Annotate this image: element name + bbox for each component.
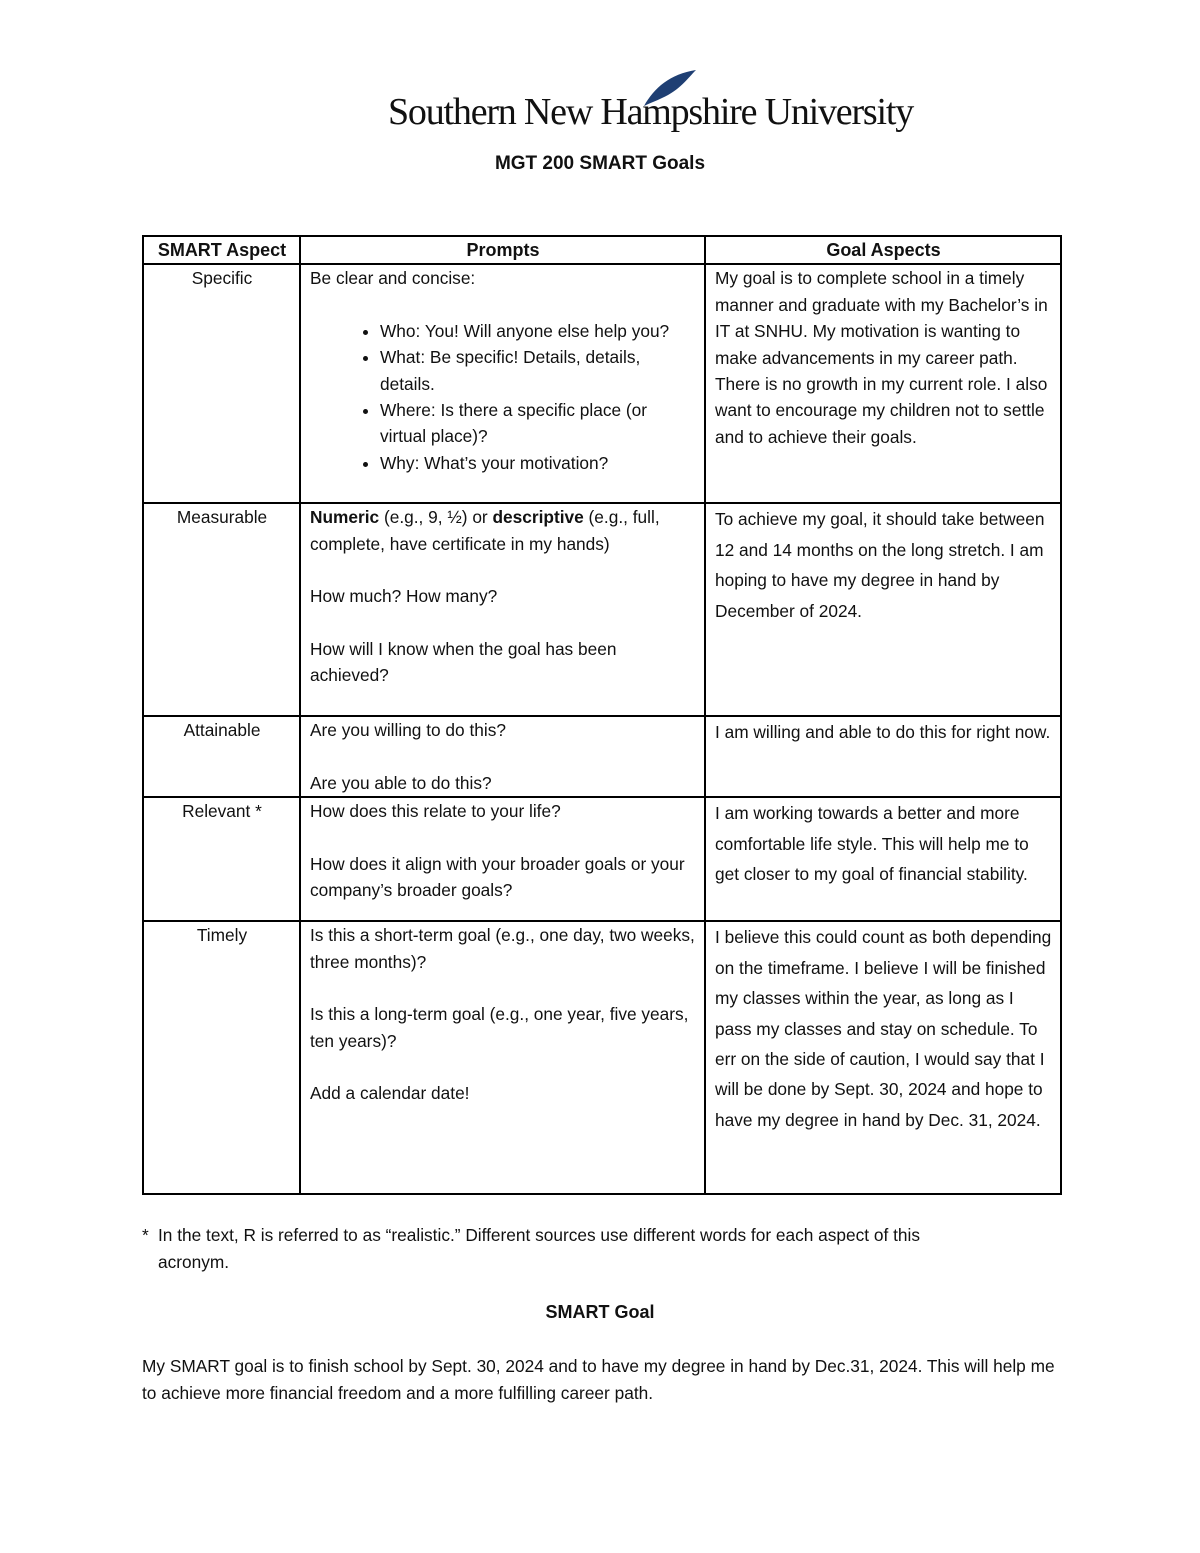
footnote-line [142, 1222, 1060, 1249]
aspect-label: Specific [143, 264, 300, 503]
table-row-attainable [143, 716, 1061, 797]
prompt-bold-descriptive: descriptive [492, 507, 584, 528]
goal-aspect-text: I am willing and able to do this for right now. [705, 716, 1061, 797]
column-header: SMART Aspect [143, 236, 300, 264]
prompt-text-tail: (e.g., full, complete, have certificate in my hands) [310, 507, 660, 554]
column-header: Goal Aspects [705, 236, 1061, 264]
table-header-row [143, 236, 1061, 264]
table-row-timely [143, 921, 1061, 1194]
prompt-text: Is this a short-term goal (e.g., one day, two weeks, three months)? [310, 925, 695, 972]
prompt-list [310, 318, 696, 476]
table-row-specific [143, 264, 1061, 503]
footnote-text: In the text, R is referred to as “realistic.” Different sources use different words for each aspect of this [158, 1225, 920, 1245]
table-row-measurable [143, 503, 1061, 716]
footnote-text-continued: acronym. [158, 1252, 230, 1272]
logo-wordmark: Southern New Hampshire University [388, 91, 914, 133]
prompts-cell [300, 716, 705, 797]
goal-aspect-text: I am working towards a better and more comfortable life style. This will help me to get closer to my goal of financial stability. [705, 797, 1061, 921]
prompt-text: Are you able to do this? [310, 772, 492, 793]
prompt-text: How does it align with your broader goals or your company’s broader goals? [310, 853, 685, 901]
prompt-text: Is this a long-term goal (e.g., one year, five years, ten years)? [310, 1004, 689, 1051]
university-logo [384, 68, 914, 138]
aspect-label: Timely [143, 921, 300, 1194]
list-item: • Why: What’s your motivation? [380, 450, 696, 476]
list-item: • Who: You! Will anyone else help you? [380, 318, 696, 344]
prompts-cell [300, 503, 705, 716]
prompt-text: How will I know when the goal has been achieved? [310, 638, 617, 686]
prompt-text [310, 504, 696, 557]
prompt-bold-numeric: Numeric [310, 507, 380, 528]
prompts-cell [300, 921, 705, 1194]
aspect-label: Measurable [143, 503, 300, 716]
aspect-label: Relevant * [143, 797, 300, 921]
goal-aspect-text: I believe this could count as both depending on the timeframe. I believe I will be finished my classes within the year, as long as I pass my classes and stay on schedule. To err on the side of caution, I would say that I will be done by Sept. 30, 2024 and hope to have my degree in hand by Dec. 31, 2024. [705, 921, 1061, 1194]
list-item: • Where: Is there a specific place (or virtual place)? [380, 397, 696, 450]
prompt-text: Are you willing to do this? [310, 720, 506, 741]
prompt-text: How much? How many? [310, 586, 498, 607]
document-title: MGT 200 SMART Goals [494, 153, 706, 174]
footnote [142, 1222, 1060, 1276]
list-item: • What: Be specific! Details, details, details. [380, 344, 696, 397]
prompts-cell [300, 264, 705, 503]
smart-goal-body: My SMART goal is to finish school by Sept. 30, 2024 and to have my degree in hand by Dec.31, 2024. This will help me to achieve more financial freedom and a more fulfilling career path. [142, 1356, 1055, 1403]
prompt-text: Add a calendar date! [310, 1083, 470, 1104]
smart-goals-table [142, 235, 1062, 1195]
prompts-cell [300, 797, 705, 921]
prompt-text-mid: (e.g., 9, ½) or [379, 507, 493, 528]
column-header: Prompts [300, 236, 705, 264]
goal-aspect-text: My goal is to complete school in a timely manner and graduate with my Bachelor’s in IT at SNHU. My motivation is wanting to make advancements in my career path. There is no growth in my current role. I also want to encourage my children not to settle and to achieve their goals. [705, 264, 1061, 503]
footnote-marker: * [142, 1225, 149, 1245]
aspect-label: Attainable [143, 716, 300, 797]
smart-goal-heading: SMART Goal [545, 1302, 655, 1322]
goal-aspect-text: To achieve my goal, it should take between 12 and 14 months on the long stretch. I am hoping to have my degree in hand by December of 2024. [705, 503, 1061, 716]
prompt-text: Be clear and concise: [310, 268, 476, 289]
prompt-text: How does this relate to your life? [310, 801, 561, 822]
table-row-relevant [143, 797, 1061, 921]
